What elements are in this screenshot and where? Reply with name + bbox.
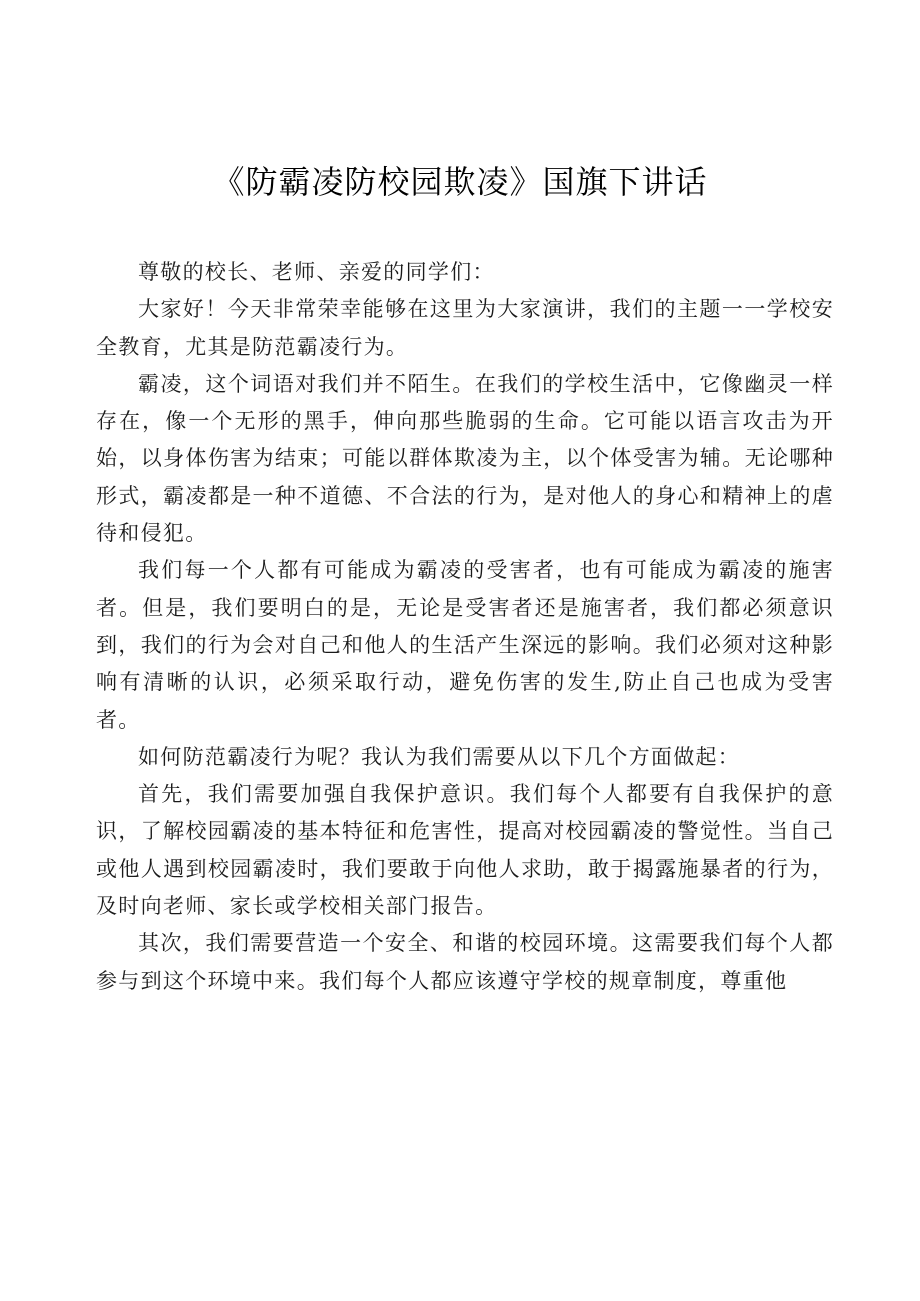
prevention-question-paragraph: 如何防范霸凌行为呢？我认为我们需要从以下几个方面做起： (138, 744, 741, 769)
document-body (96, 254, 834, 1000)
greeting-paragraph: 大家好！今天非常荣幸能够在这里为大家演讲，我们的主题一一学校安全教育，尤其是防范霸凌行为。 (96, 297, 834, 359)
salutation-paragraph: 尊敬的校长、老师、亲爱的同学们： (138, 260, 495, 284)
first-point-paragraph: 首先，我们需要加强自我保护意识。我们每个人都要有自我保护的意识，了解校园霸凌的基本特征和危害性，提高对校园霸凌的警觉性。当自己或他人遇到校园霸凌时，我们要敢于向他人求助，敢于揭露施暴者的行为，及时向老师、家长或学校相关部门报告。 (96, 782, 834, 919)
victim-perpetrator-paragraph: 我们每一个人都有可能成为霸凌的受害者，也有可能成为霸凌的施害者。但是，我们要明白的是，无论是受害者还是施害者，我们都必须意识到，我们的行为会对自己和他人的生活产生深远的影响。我们必须对这种影响有清晰的认识，必须采取行动，避免伤害的发生,防止自己也成为受害者。 (96, 558, 834, 732)
document-title: 《防霸凌防校园欺凌》国旗下讲话 (212, 163, 708, 201)
bullying-definition-paragraph: 霸凌，这个词语对我们并不陌生。在我们的学校生活中，它像幽灵一样存在，像一个无形的黑手，伸向那些脆弱的生命。它可能以语言攻击为开始，以身体伤害为结束；可能以群体欺凌为主，以个体受害为辅。无论哪种形式，霸凌都是一种不道德、不合法的行为，是对他人的身心和精神上的虐待和侵犯。 (96, 371, 834, 546)
second-point-paragraph: 其次，我们需要营造一个安全、和谐的校园环境。这需要我们每个人都参与到这个环境中来。我们每个人都应该遵守学校的规章制度，尊重他 (96, 931, 834, 993)
